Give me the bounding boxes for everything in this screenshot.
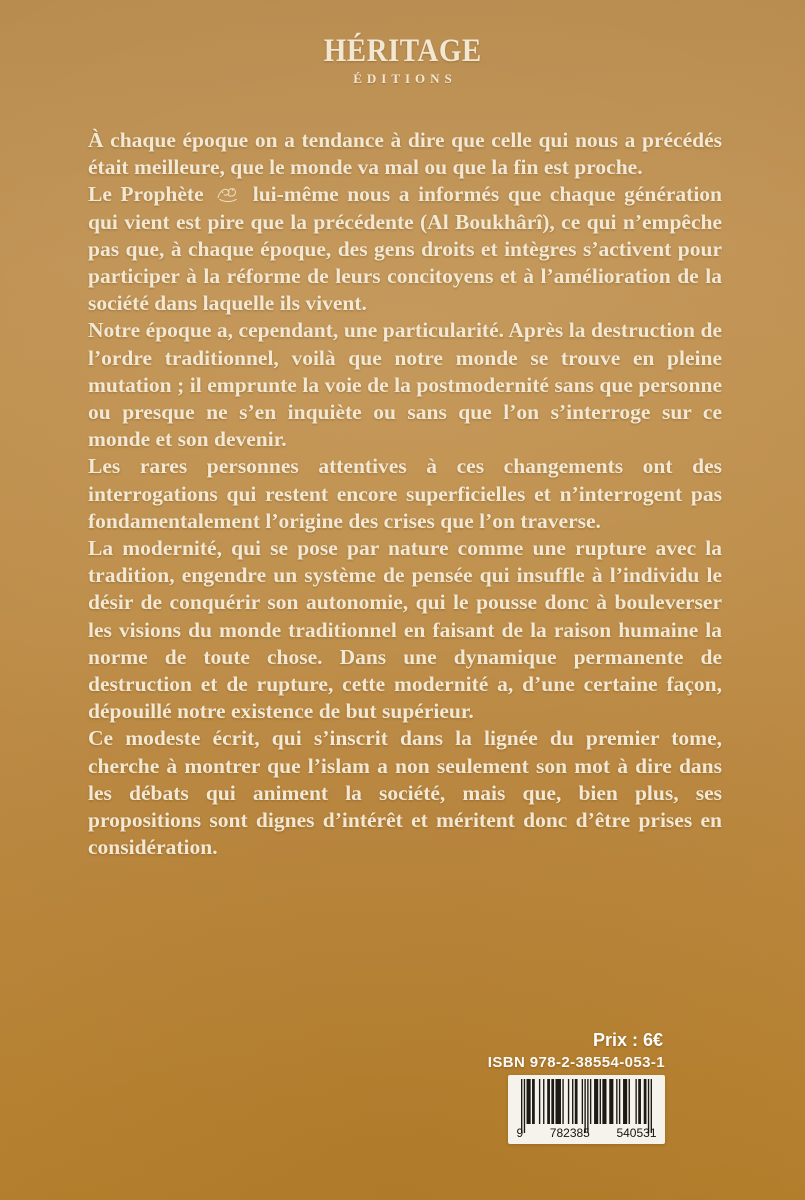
publisher-logo [0,33,805,87]
prophet-honorific-icon [214,184,242,204]
paragraph-3: Notre époque a, cependant, une particularité. Après la destruction de l’ordre traditionnel, voilà que notre monde se trouve en pleine mutation ; il emprunte la voie de la postmodernité sans que personne ou presque ne s’en inquiète ou sans que l’on s’interroge sur ce monde et son devenir. [88,318,722,452]
publisher-subtitle: ÉDITIONS [353,71,457,86]
paragraph-2 [88,181,722,317]
isbn-label: ISBN 978-2-38554-053-1 [487,1054,665,1071]
back-cover-text [88,127,722,861]
barcode-digit-group: 540531 [616,1126,657,1140]
paragraph-1: À chaque époque on a tendance à dire que celle qui nous a précédés était meilleure, que le monde va mal ou que la fin est proche. [88,128,722,180]
barcode-digit-group: 9 [516,1126,524,1140]
price-label: Prix : 6€ [592,1030,663,1050]
paragraph-6: Ce modeste écrit, qui s’inscrit dans la lignée du premier tome, cherche à montrer que l’islam a non seulement son mot à dire dans les débats qui animent la société, mais que, bien plus, ses propositions sont dignes d’intérêt et méritent donc d’être prises en considération. [88,726,722,860]
barcode [508,1075,665,1144]
paragraph-4: Les rares personnes attentives à ces changements ont des interrogations qui restent encore superficielles et n’interrogent pas fondamentalement l’origine des crises que l’on traverse. [88,454,722,533]
paragraph-5: La modernité, qui se pose par nature comme une rupture avec la tradition, engendre un système de pensée qui insuffle à l’individu le désir de conquérir son autonomie, qui le pousse donc à bouleverser les visions du monde traditionnel en faisant de la raison humaine la norme de toute chose. Dans une dynamique permanente de destruction et de rupture, cette modernité a, d’une certaine façon, dépouillé notre existence de but supérieur. [88,536,722,724]
footer-info [488,1030,665,1144]
barcode-digits [515,1126,659,1140]
barcode-digit-group: 782385 [549,1126,590,1140]
publisher-name: HÉRITAGE [323,33,482,69]
paragraph-2-before: Le Prophète [88,182,204,207]
paragraph-2-after: lui-même nous a informés que chaque génération qui vient est pire que la précédente (Al Boukhârî), ce qui n’empêche pas que, à chaque époque, des gens droits et intègres s’activent pour participer à la réforme de leurs concitoyens et à l’amélioration de la société dans laquelle ils vivent. [88,182,723,316]
